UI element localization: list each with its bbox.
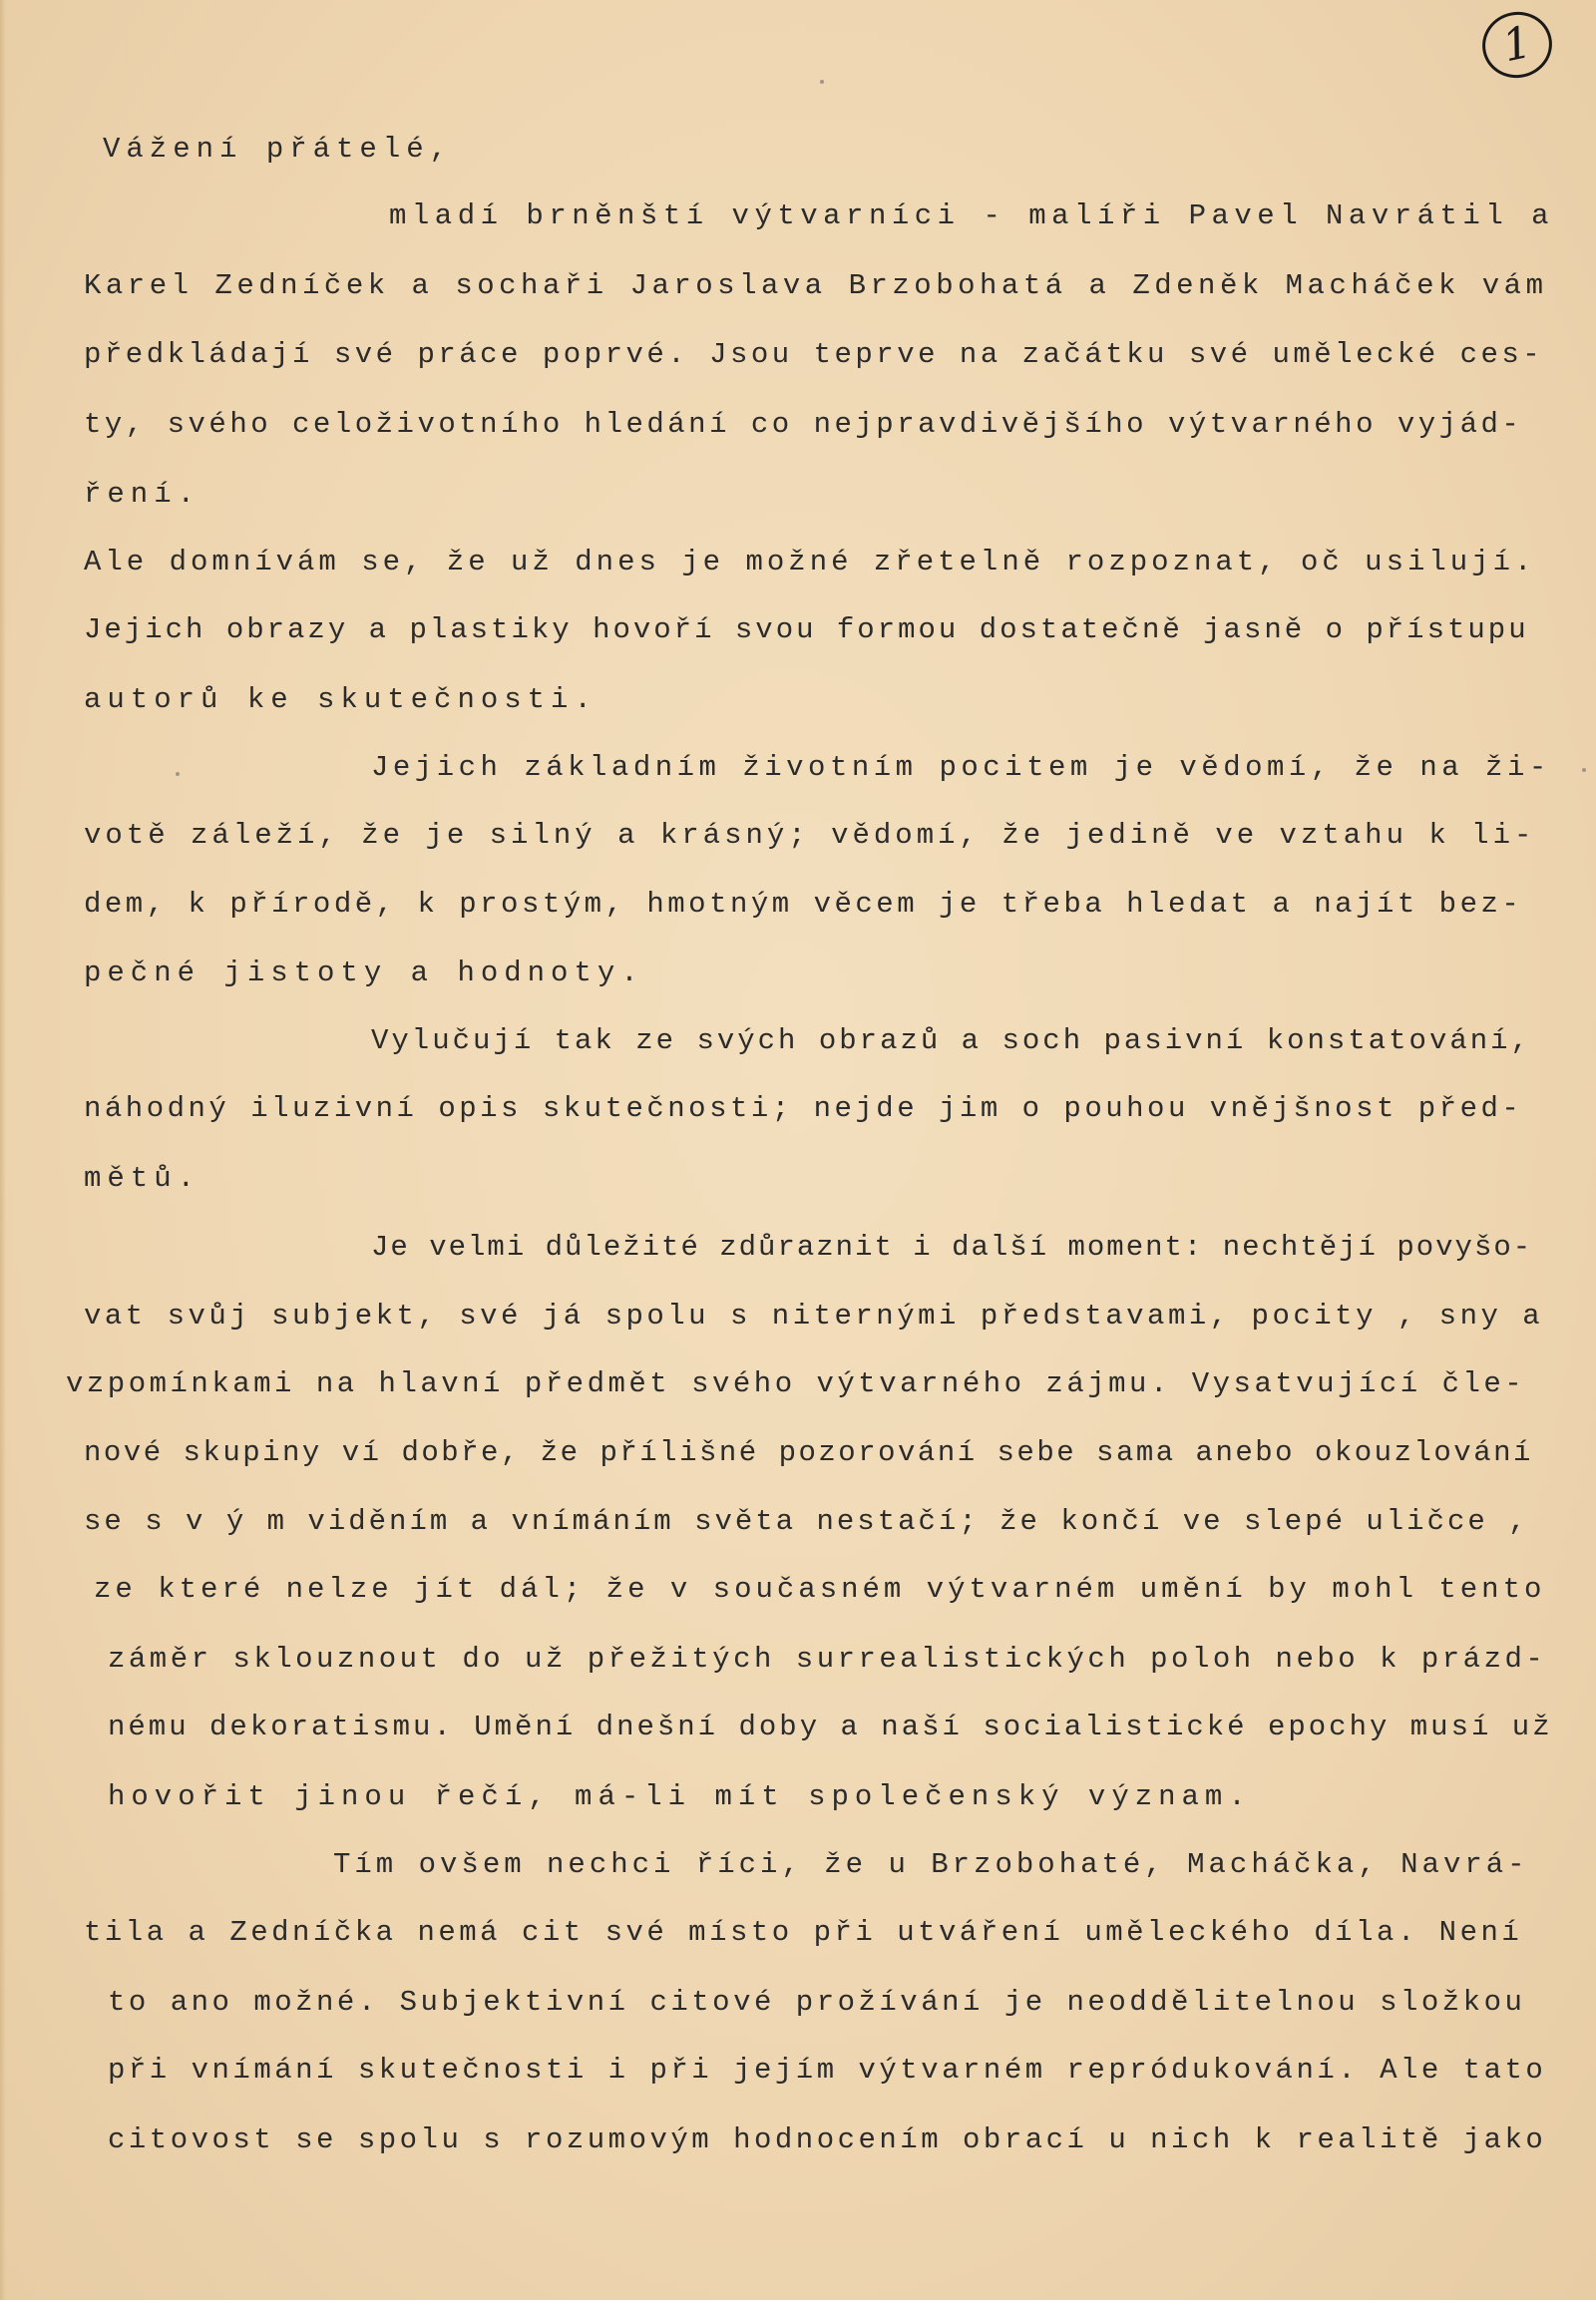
paper-speck [820,80,824,84]
text-line: záměr sklouznout do už přežitých surrealistických poloh nebo k prázd- [108,1643,1547,1676]
text-line: autorů ke skutečnosti. [84,683,598,716]
text-line: pečné jistoty a hodnoty. [84,957,644,989]
text-line: Vylučují tak ze svých obrazů a soch pasivní konstatování, [371,1024,1531,1057]
text-line: mětů. [84,1162,201,1195]
text-line: citovost se spolu s rozumovým hodnocením obrací u nich k realitě jako [108,2123,1547,2156]
text-line: dem, k přírodě, k prostým, hmotným věcem je třeba hledat a najít bez- [84,888,1523,921]
text-line: ty, svého celoživotního hledání co nejpravdivějšího výtvarného vyjád- [84,408,1523,441]
text-line: vat svůj subjekt, své já spolu s niternými představami, pocity , sny a [84,1300,1544,1333]
text-line: votě záleží, že je silný a krásný; vědomí, že jedině ve vztahu k li- [84,819,1536,852]
text-line: mladí brněnští výtvarníci - malíři Pavel Navrátil a [389,199,1555,232]
text-line: to ano možné. Subjektivní citové prožívání je neoddělitelnou složkou [108,1986,1526,2019]
text-line: předkládají své práce poprvé. Jsou teprve na začátku své umělecké ces- [84,338,1544,371]
text-line: se s v ý m viděním a vnímáním světa nestačí; že končí ve slepé uličce , [84,1505,1529,1538]
text-line: Vážení přátelé, [103,133,454,166]
page-number: 1 [1476,5,1558,84]
text-line: při vnímání skutečnosti i při jejím výtvarném repródukování. Ale tato [108,2054,1547,2087]
text-line: nové skupiny ví dobře, že přílišné pozorování sebe sama anebo okouzlování [84,1436,1533,1469]
text-line: nému dekoratismu. Umění dnešní doby a naší socialistické epochy musí už [108,1711,1553,1743]
text-line: hovořit jinou řečí, má-li mít společenský význam. [108,1780,1252,1813]
text-line: Karel Zedníček a sochaři Jaroslava Brzobohatá a Zdeněk Macháček vám [84,269,1548,302]
text-line: Jejich obrazy a plastiky hovoří svou formou dostatečně jasně o přístupu [84,613,1529,646]
text-line: ze které nelze jít dál; že v současném výtvarném umění by mohl tento [94,1573,1546,1606]
text-line: náhodný iluzivní opis skutečnosti; nejde jim o pouhou vnějšnost před- [84,1092,1523,1125]
text-line: vzpomínkami na hlavní předmět svého výtvarného zájmu. Vysatvující čle- [66,1367,1526,1400]
text-line: tila a Zedníčka nemá cit své místo při utváření uměleckého díla. Není [84,1916,1523,1949]
text-line: Jejich základním životním pocitem je vědomí, že na ži- [371,751,1551,784]
text-line: Je velmi důležité zdůraznit i další moment: nechtějí povyšo- [371,1231,1533,1264]
paper-speck [176,772,180,776]
text-line: Tím ovšem nechci říci, že u Brzobohaté, Macháčka, Navrá- [333,1848,1529,1881]
text-line: ření. [84,478,201,511]
page-edge-shadow [0,0,6,2300]
text-line: Ale domnívám se, že už dnes je možné zřetelně rozpoznat, oč usilují. [84,546,1536,578]
paper-speck [1582,768,1586,772]
